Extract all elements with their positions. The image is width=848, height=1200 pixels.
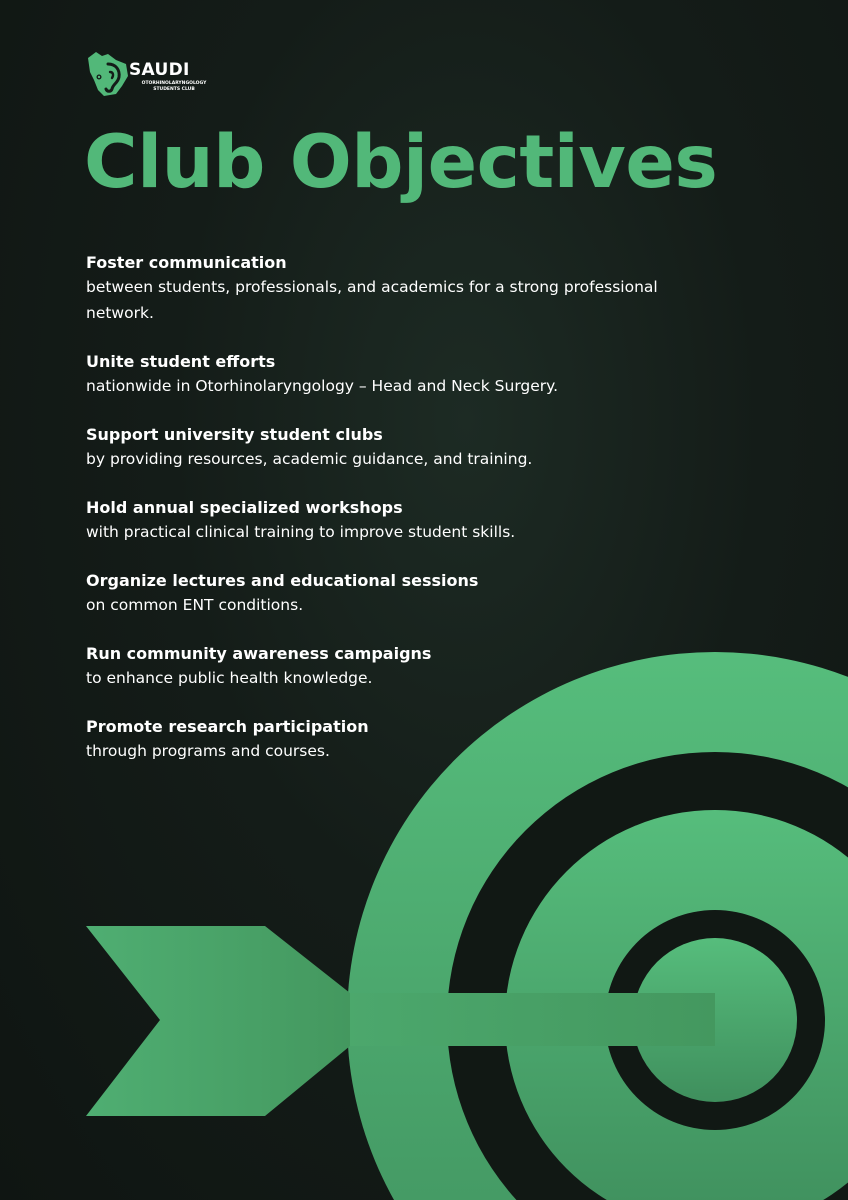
objective-item <box>86 351 726 399</box>
logo-subline-1: OTORHINOLARYNGOLOGY <box>141 81 207 86</box>
club-logo <box>86 50 236 100</box>
saudi-map-ear-logo-icon <box>86 50 130 98</box>
objective-description: by providing resources, academic guidance, and training. <box>86 450 533 468</box>
objective-item <box>86 252 726 326</box>
objective-item <box>86 424 726 472</box>
objective-heading: Promote research participation <box>86 717 369 736</box>
objective-heading: Support university student clubs <box>86 425 383 444</box>
objective-description: between students, professionals, and academics for a strong professional network. <box>86 278 658 322</box>
objective-description: nationwide in Otorhinolaryngology – Head and Neck Surgery. <box>86 377 559 395</box>
logo-subline <box>129 81 219 92</box>
target-with-arrow-icon <box>0 600 848 1200</box>
objective-heading: Foster communication <box>86 253 287 272</box>
objective-heading: Organize lectures and educational sessions <box>86 571 479 590</box>
page-title: Club Objectives <box>84 120 718 205</box>
objective-heading: Run community awareness campaigns <box>86 644 432 663</box>
logo-subline-2: STUDENTS CLUB <box>153 86 195 92</box>
objective-description: through programs and courses. <box>86 742 330 760</box>
objective-description: with practical clinical training to improve student skills. <box>86 523 516 541</box>
logo-wordmark: SAUDI <box>129 60 190 80</box>
objective-item <box>86 497 726 545</box>
objective-heading: Hold annual specialized workshops <box>86 498 403 517</box>
target-rings <box>347 652 848 1200</box>
objective-description: on common ENT conditions. <box>86 596 304 614</box>
objective-description: to enhance public health knowledge. <box>86 669 373 687</box>
objective-heading: Unite student efforts <box>86 352 276 371</box>
